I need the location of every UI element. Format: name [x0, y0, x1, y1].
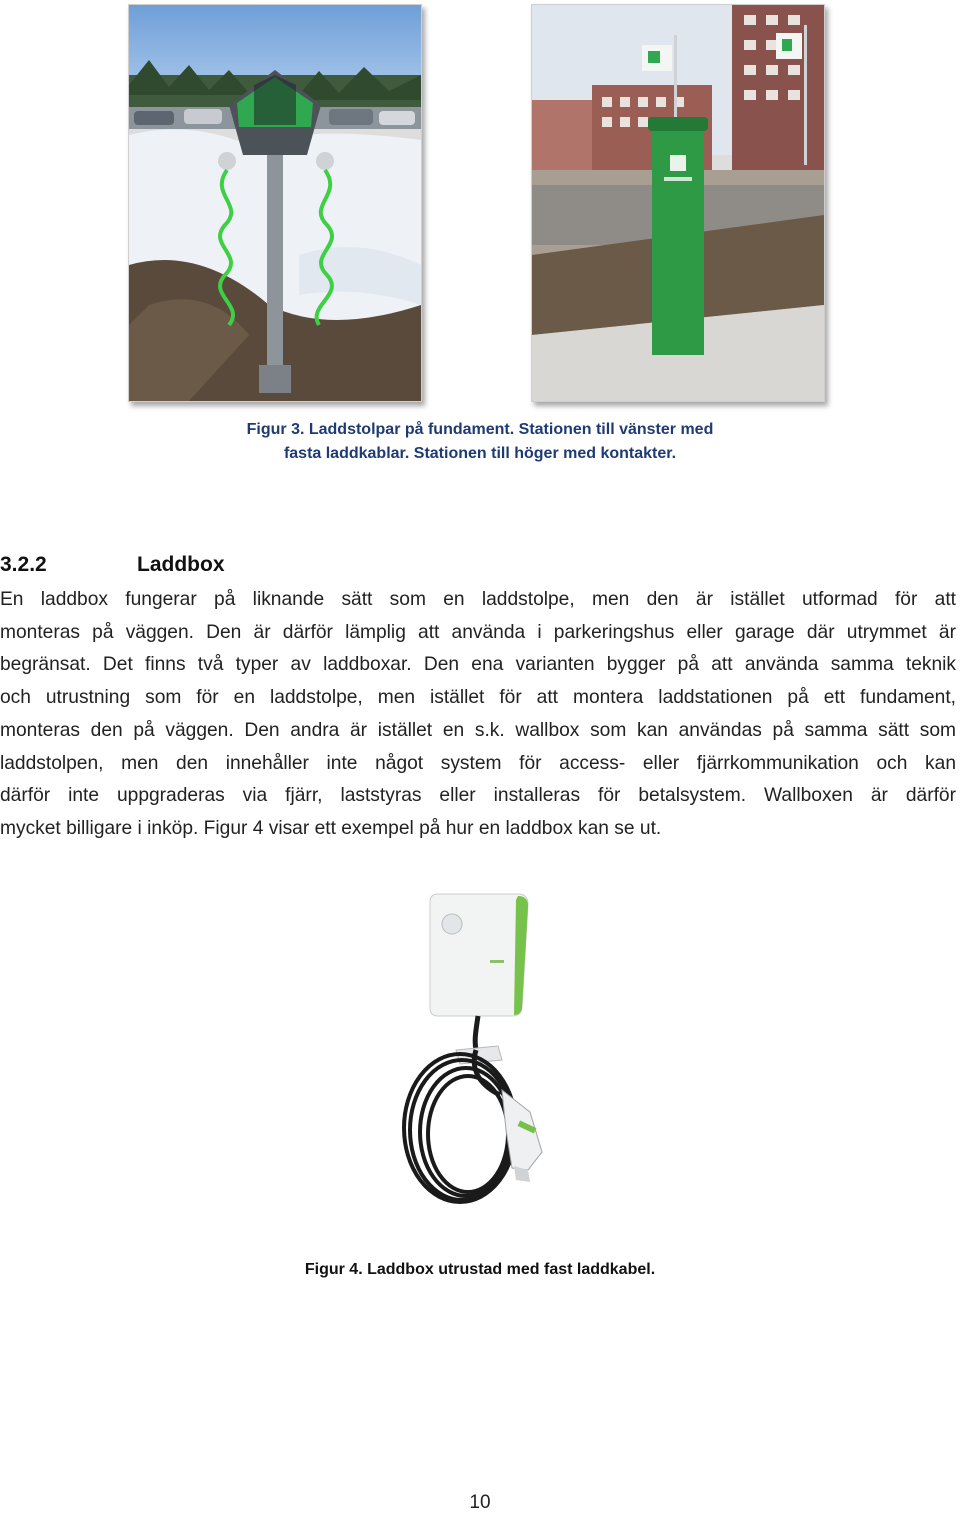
- figure3-caption-line1: Figur 3. Laddstolpar på fundament. Stationen till vänster med: [246, 421, 714, 438]
- page-number: 10: [469, 1492, 491, 1513]
- figure3-left-photo: [128, 4, 422, 402]
- green-charging-post-illustration: [532, 5, 824, 401]
- paragraph-line: begränsat. Det finns två typer av laddboxar. Den ena varianten bygger på att använda samma teknik: [0, 654, 956, 676]
- wallbox-charger-illustration: [390, 890, 570, 1220]
- paragraph-line: monteras på väggen. Den är därför lämplig att använda i parkeringshus eller garage där utrymmet är: [0, 621, 956, 643]
- figure3-right-photo: [531, 4, 825, 402]
- charging-post-cables-illustration: [129, 5, 421, 401]
- paragraph-line: En laddbox fungerar på liknande sätt som en laddstolpe, men den är istället utformad för att: [0, 589, 956, 610]
- paragraph-line: laddstolpen, men den innehåller inte något system för access- eller fjärrkommunikation och kan: [0, 752, 956, 774]
- section-title: Laddbox: [137, 553, 225, 576]
- paragraph-line: monteras den på väggen. Den andra är istället en s.k. wallbox som kan användas på samma sätt som: [0, 719, 956, 741]
- section-heading: [0, 553, 400, 581]
- figure4-wallbox-image: [390, 890, 570, 1220]
- figure3-caption-line2: fasta laddkablar. Stationen till höger med kontakter.: [283, 445, 677, 462]
- figure4-caption: Figur 4. Laddbox utrustad med fast laddkabel.: [304, 1261, 656, 1278]
- paragraph-line: och utrustning som för en laddstolpe, men istället för att montera laddstationen på ett fundament,: [0, 687, 956, 709]
- section-number: 3.2.2: [0, 553, 47, 576]
- body-paragraph: [0, 584, 956, 846]
- paragraph-line: därför inte uppgraderas via fjärr, laststyras eller installeras för betalsystem. Wallboxen är därför: [0, 785, 956, 807]
- figure3-caption: [180, 418, 780, 466]
- paragraph-line: mycket billigare i inköp. Figur 4 visar ett exempel på hur en laddbox kan se ut.: [0, 817, 662, 839]
